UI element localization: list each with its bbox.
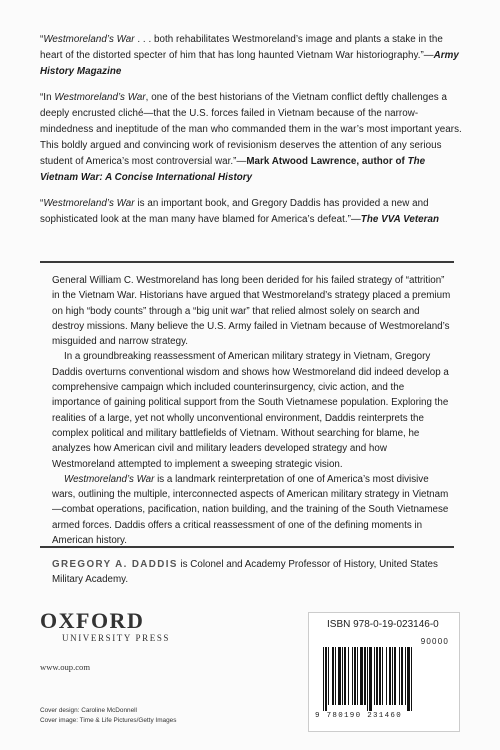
top-divider — [40, 261, 454, 263]
quote-text: Westmoreland’s War — [54, 92, 146, 103]
cover-image-credit: Cover image: Time & Life Pictures/Getty Images — [40, 716, 177, 724]
barcode-bar — [328, 647, 329, 705]
blurb-paragraph-3-text: is a landmark reinterpretation of one of America’s most divisive wars, outlining the multiple, interconnected aspects of American military strategy in Vietnam—combat operations, pacification, nation building, and the training of the South Vietnamese armed forces. Daddis offers a critical reassessment of one of the defining moments in American history. — [52, 473, 449, 547]
barcode-icon — [319, 647, 449, 711]
quote-text: , one of the best historians of the Vietnam conflict deftly challenges a deeply encrusted cliché—that the U.S. forces failed in Vietnam because of the narrow-mindedness and ineptitude of the man who commanded them in the war’s most important years. This boldly argued and convincing work of revisionism deserves the attention of any serious student of America’s most controversial war.”— — [40, 92, 462, 167]
barcode-bar — [335, 647, 336, 705]
author-bio — [52, 557, 452, 588]
barcode-bar — [394, 647, 396, 705]
barcode-bar — [357, 647, 358, 705]
quote-source: Army History Magazine — [40, 50, 459, 77]
quote-source: The Vietnam War: A Concise International History — [40, 156, 426, 183]
barcode-bar — [344, 647, 346, 705]
quote-source: Mark Atwood Lawrence, author of — [246, 156, 408, 167]
cover-credits — [40, 706, 176, 725]
barcode-bar — [386, 647, 387, 705]
barcode-bar — [352, 647, 353, 705]
barcode-bar — [354, 647, 356, 705]
barcode-bar — [382, 647, 383, 705]
barcode-bar — [338, 647, 341, 705]
bottom-divider — [40, 546, 454, 548]
author-name: GREGORY A. DADDIS — [52, 559, 178, 570]
barcode-digits: 9 780190 231460 — [315, 712, 403, 720]
barcode-bar — [401, 647, 403, 705]
blurb-paragraph-3 — [52, 472, 452, 548]
quote-text: “ — [40, 198, 44, 209]
publisher-logo — [40, 610, 170, 644]
quote-text: is an important book, and Gregory Daddis has provided a new and sophisticated look at the man many have blamed for America’s defeat.”— — [40, 198, 429, 225]
barcode-bar — [407, 647, 410, 711]
isbn-barcode-box — [308, 612, 460, 732]
publisher-brand: OXFORD — [40, 608, 145, 633]
isbn-label: ISBN 978-0-19-023146-0 — [327, 619, 439, 630]
barcode-bar — [369, 647, 372, 711]
barcode-bar — [379, 647, 381, 705]
barcode-bar — [325, 647, 327, 711]
barcode-bar — [332, 647, 334, 705]
review-quote — [40, 196, 465, 228]
barcode-bar — [376, 647, 378, 705]
barcode-bar — [399, 647, 400, 705]
barcode-bar — [323, 647, 324, 711]
barcode-bar — [411, 647, 412, 711]
description-blurb — [52, 273, 452, 548]
blurb-paragraph-2: In a groundbreaking reassessment of American military strategy in Vietnam, Gregory Daddis overturns conventional wisdom and shows how Westmoreland did indeed develop a comprehensive campaign which included counterinsurgency, civic action, and the importance of gaining political support from the South Vietnamese population. Exploring the realities of a large, yet not wholly unconventional environment, Daddis reinterprets the complex political and military battlefields of Vietnam. Without searching for blame, he analyzes how American civil and military leaders developed strategy and how Westmoreland attempted to implement a sweeping strategic vision. — [52, 351, 449, 470]
review-quotes — [40, 32, 465, 238]
author-description: is Colonel and Academy Professor of History, United States Military Academy. — [52, 559, 438, 586]
publisher-url: www.oup.com — [40, 662, 91, 672]
blurb-paragraph-1: General William C. Westmoreland has long been derided for his failed strategy of “attrition” in the Vietnam War. Historians have argued that Westmoreland’s strategy placed a premium on high “body counts” through a “big unit war” that relied almost solely on search and destroy missions. Many believe the U.S. Army failed in Vietnam because of Westmoreland’s misguided and narrow strategy. — [52, 275, 451, 348]
quote-text: “In — [40, 92, 55, 103]
book-title: Westmoreland’s War — [64, 473, 155, 485]
review-quote — [40, 90, 465, 186]
barcode-bar — [392, 647, 393, 705]
quote-text: Westmoreland’s War — [43, 198, 135, 209]
cover-design-credit: Cover design: Caroline McDonnell — [40, 707, 137, 714]
barcode-bar — [348, 647, 349, 705]
review-quote — [40, 32, 465, 80]
price-code: 90000 — [420, 637, 449, 646]
barcode-bar — [389, 647, 391, 705]
barcode-bar — [405, 647, 406, 705]
quote-text: . . . both rehabilitates Westmoreland’s image and plants a stake in the heart of the distorted specter of him that has long haunted Vietnam War historiography.”— — [40, 34, 443, 61]
barcode-bar — [364, 647, 366, 705]
barcode-bar — [342, 647, 343, 705]
quote-text: “ — [40, 34, 44, 45]
quote-source: The VVA Veteran — [360, 214, 440, 225]
barcode-bar — [360, 647, 363, 705]
publisher-press: UNIVERSITY PRESS — [62, 633, 171, 643]
barcode-bar — [374, 647, 375, 705]
barcode-bar — [367, 647, 368, 711]
quote-text: Westmoreland’s War — [43, 34, 135, 45]
